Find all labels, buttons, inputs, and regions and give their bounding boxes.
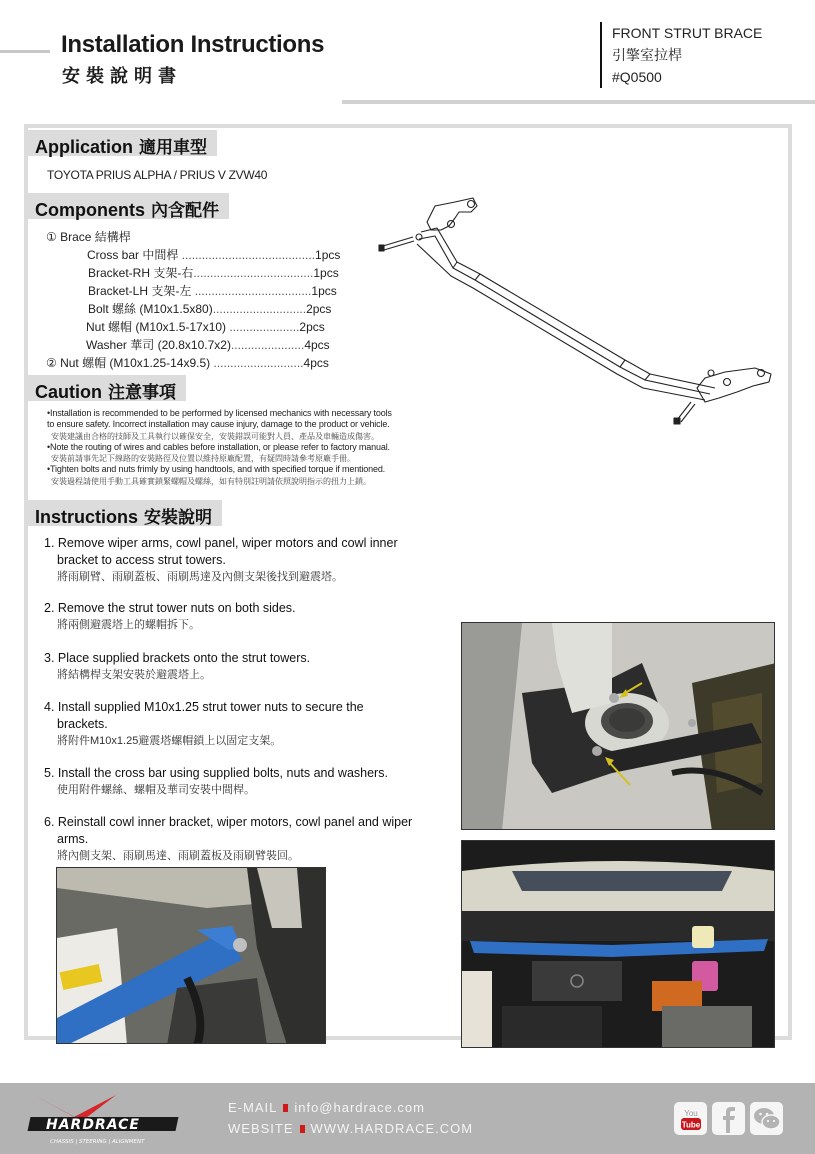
step-text: 6. Reinstall cowl inner bracket, wiper motors, cowl panel and wiper [44,815,413,829]
photo-engine-bay-installed [461,840,775,1048]
website-line [228,1118,473,1139]
page-title: Installation Instructions [61,31,325,58]
component-item: Washer 華司 (20.8x10.7x2)......................4pcs [86,338,330,352]
component-item: Bracket-RH 支架-右....................................1pcs [88,266,339,280]
caution-text: •Note the routing of wires and cables before installation, or please refer to factory manual. [47,441,390,452]
youtube-icon[interactable] [674,1102,707,1135]
contact-info [228,1097,473,1139]
header-bottom-rule [342,100,815,104]
header-left-rule [0,50,50,53]
section-heading-application [28,130,217,156]
heading-cn: 安裝說明 [144,508,213,528]
caution-list [47,408,467,487]
caution-text-cn: 安裝過程請使用手動工具確實鎖緊螺帽及螺絲，如有特別註明請依照說明指示的扭力上鎖。 [51,476,371,486]
heading-en: Components [35,200,145,220]
section-heading-caution [28,375,186,401]
caution-text: to ensure safety. Incorrect installation may cause injury, damage to the product or vehicle. [47,419,390,430]
email-line [228,1097,473,1118]
step-text-cn: 將附件M10x1.25避震塔螺帽鎖上以固定支架。 [57,735,282,747]
step-text: 1. Remove wiper arms, cowl panel, wiper motors and cowl inner [44,536,398,550]
website-link[interactable]: WWW.HARDRACE.COM [310,1121,474,1136]
photo-brace-closeup [56,867,326,1044]
footer [0,1083,815,1154]
heading-en: Instructions [35,507,139,527]
instruction-step-3 [44,650,444,683]
svg-text:Tube: Tube [681,1120,700,1129]
step-text-cn: 將雨刷臂、雨刷蓋板、雨刷馬達及內側支架後找到避震塔。 [57,571,343,583]
component-item: Cross bar 中間桿 ........................................1pcs [87,248,341,262]
component-group-nut: ② Nut 螺帽 (M10x1.25-14x9.5) ...........................4pcs [46,356,329,370]
bullet-square [283,1104,288,1112]
photo-strut-tower-bracket [461,622,775,830]
product-name-cn: 引擎室拉桿 [612,47,682,63]
website-label: WEBSITE [228,1121,294,1136]
step-text: brackets. [57,717,108,731]
product-info [600,22,762,88]
product-name: FRONT STRUT BRACE [612,25,763,41]
caution-text-cn: 安裝前請事先記下線路的安裝路徑及位置以維持原廠配置，有疑問時請參考原廠手冊。 [51,454,355,464]
instruction-step-1 [44,535,444,585]
component-group-brace: ① Brace 結構桿 [46,230,131,244]
step-text-cn: 將兩側避震塔上的螺帽拆下。 [57,619,200,631]
vehicle-application: TOYOTA PRIUS ALPHA / PRIUS V ZVW40 [47,168,268,182]
step-text: arms. [57,832,89,846]
caution-text: •Installation is recommended to be performed by licensed mechanics with necessary tools [47,408,392,418]
step-text-cn: 將結構桿支架安裝於避震塔上。 [57,669,211,681]
caution-text-cn: 安裝建議由合格的技師及工具執行以確保安全，安裝錯誤可能對人員、產品及車輛造成傷害。 [51,431,379,441]
heading-cn: 內含配件 [151,201,219,221]
component-item: Bolt 螺絲 (M10x1.5x80)............................2pcs [88,302,332,316]
page-title-cn: 安裝說明書 [62,66,182,87]
section-heading-components [28,193,229,219]
step-text: 4. Install supplied M10x1.25 strut tower nuts to secure the [44,700,364,714]
heading-cn: 適用車型 [139,138,207,158]
heading-en: Caution [35,382,102,402]
component-item: Bracket-LH 支架-左 ...................................1pcs [88,284,337,298]
instruction-step-6 [44,814,444,864]
facebook-icon[interactable] [712,1102,745,1135]
step-text-cn: 將內側支架、雨刷馬達、雨刷蓋板及雨刷臂裝回。 [57,850,299,862]
bullet-square [300,1125,305,1133]
svg-text:HARDRACE: HARDRACE [46,1117,140,1133]
part-number: #Q0500 [612,69,662,85]
svg-text:You: You [683,1108,698,1118]
step-text: 5. Install the cross bar using supplied bolts, nuts and washers. [44,766,388,780]
email-label: E-MAIL [228,1100,278,1115]
instruction-step-5 [44,765,444,798]
heading-cn: 注意事項 [108,383,176,403]
caution-text: •Tighten bolts and nuts frimly by using handtools, and with specified torque if mentioned. [47,464,386,475]
instruction-step-4 [44,699,444,749]
step-text: 3. Place supplied brackets onto the strut towers. [44,651,311,665]
step-text: 2. Remove the strut tower nuts on both sides. [44,601,296,615]
email-link[interactable]: info@hardrace.com [294,1100,425,1115]
section-heading-instructions [28,500,222,526]
heading-en: Application [35,137,133,157]
svg-text:CHASSIS | STEERING | ALIGNMENT: CHASSIS | STEERING | ALIGNMENT [50,1139,145,1145]
component-item: Nut 螺帽 (M10x1.5-17x10) .....................2pcs [86,320,325,334]
strut-brace-diagram [375,192,785,427]
step-text-cn: 使用附件螺絲、螺帽及華司安裝中間桿。 [57,784,255,796]
wechat-icon[interactable] [750,1102,783,1135]
hardrace-logo [24,1091,184,1147]
step-text: bracket to access strut towers. [57,553,226,567]
instruction-step-2 [44,600,444,633]
